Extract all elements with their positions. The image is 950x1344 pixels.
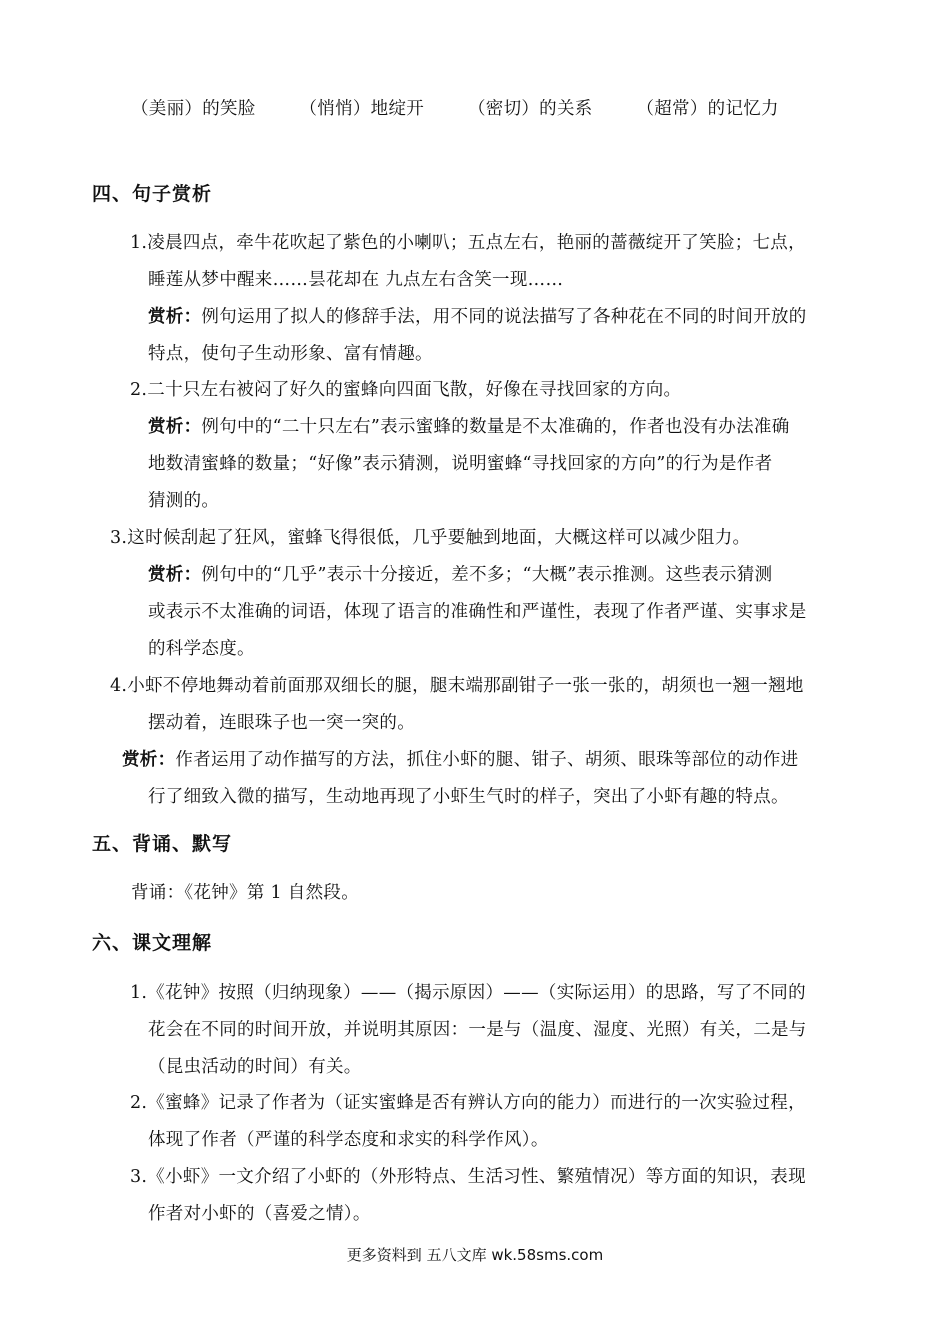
analysis-text: 例句运用了拟人的修辞手法，用不同的说法描写了各种花在不同的时间开放的 [201,307,807,327]
understanding-1-line-1: 1.《花钟》按照（归纳现象）——（揭示原因）——（实际运用）的思路，写了不同的 [130,983,806,1003]
section-heading-text-understanding: 六、课文理解 [92,932,213,954]
analysis-text: 例句中的“二十只左右”表示蜜蜂的数量是不太准确的，作者也没有办法准确 [201,417,790,437]
recite-content: 背诵：《花钟》第 1 自然段。 [131,883,360,903]
phrase-row [131,97,779,121]
sentence-4-line-1: 4.小虾不停地舞动着前面那双细长的腿，腿末端那副钳子一张一张的，胡须也一翘一翘地 [110,676,804,696]
sentence-1-line-1: 1.凌晨四点，牵牛花吹起了紫色的小喇叭；五点左右，艳丽的蔷薇绽开了笑脸；七点， [130,233,806,253]
analysis-1-line-1 [148,305,807,329]
sentence-4-line-2: 摆动着，连眼珠子也一突一突的。 [148,713,415,733]
analysis-2-line-2: 地数清蜜蜂的数量；“好像”表示猜测，说明蜜蜂“寻找回家的方向”的行为是作者 [148,454,773,474]
understanding-2-line-2: 体现了作者（严谨的科学态度和求实的科学作风）。 [148,1130,549,1150]
analysis-2-line-3: 猜测的。 [148,491,220,511]
phrase-item: （悄悄）地绽开 [299,99,425,119]
analysis-label: 赏析： [148,417,202,437]
footer-link[interactable]: 更多资料到 五八文库 wk.58sms.com [346,1246,604,1264]
sentence-1-line-2: 睡莲从梦中醒来……昙花却在 九点左右含笑一现…… [148,270,564,290]
analysis-2-line-1 [148,415,790,439]
analysis-3-line-2: 或表示不太准确的词语，体现了语言的准确性和严谨性，表现了作者严谨、实事求是 [148,602,807,622]
analysis-3-line-1 [148,563,772,587]
analysis-text: 例句中的“几乎”表示十分接近，差不多；“大概”表示推测。这些表示猜测 [201,565,773,585]
analysis-4-line-1 [122,748,798,772]
sentence-3-line-1: 3.这时候刮起了狂风，蜜蜂飞得很低，几乎要触到地面，大概这样可以减少阻力。 [110,528,751,548]
analysis-3-line-3: 的科学态度。 [148,639,255,659]
phrase-item: （美丽）的笑脸 [131,99,256,119]
analysis-1-line-2: 特点，使句子生动形象、富有情趣。 [148,344,433,364]
phrase-item: （超常）的记忆力 [636,99,779,119]
analysis-label: 赏析： [122,750,176,770]
understanding-3-line-2: 作者对小虾的（喜爱之情）。 [148,1204,371,1224]
understanding-1-line-3: （昆虫活动的时间）有关。 [148,1057,362,1077]
analysis-label: 赏析： [148,307,202,327]
understanding-1-line-2: 花会在不同的时间开放，并说明其原因：一是与（温度、湿度、光照）有关，二是与 [148,1020,807,1040]
phrase-item: （密切）的关系 [467,99,593,119]
section-heading-recite: 五、背诵、默写 [92,833,233,855]
analysis-4-line-2: 行了细致入微的描写，生动地再现了小虾生气时的样子，突出了小虾有趣的特点。 [148,787,789,807]
understanding-3-line-1: 3.《小虾》一文介绍了小虾的（外形特点、生活习性、繁殖情况）等方面的知识，表现 [130,1167,806,1187]
analysis-label: 赏析： [148,565,202,585]
sentence-2-line-1: 2.二十只左右被闷了好久的蜜蜂向四面飞散，好像在寻找回家的方向。 [130,380,682,400]
analysis-text: 作者运用了动作描写的方法，抓住小虾的腿、钳子、胡须、眼珠等部位的动作进 [175,750,799,770]
section-heading-sentence-analysis: 四、句子赏析 [92,183,213,205]
understanding-2-line-1: 2.《蜜蜂》记录了作者为（证实蜜蜂是否有辨认方向的能力）而进行的一次实验过程， [130,1093,806,1113]
